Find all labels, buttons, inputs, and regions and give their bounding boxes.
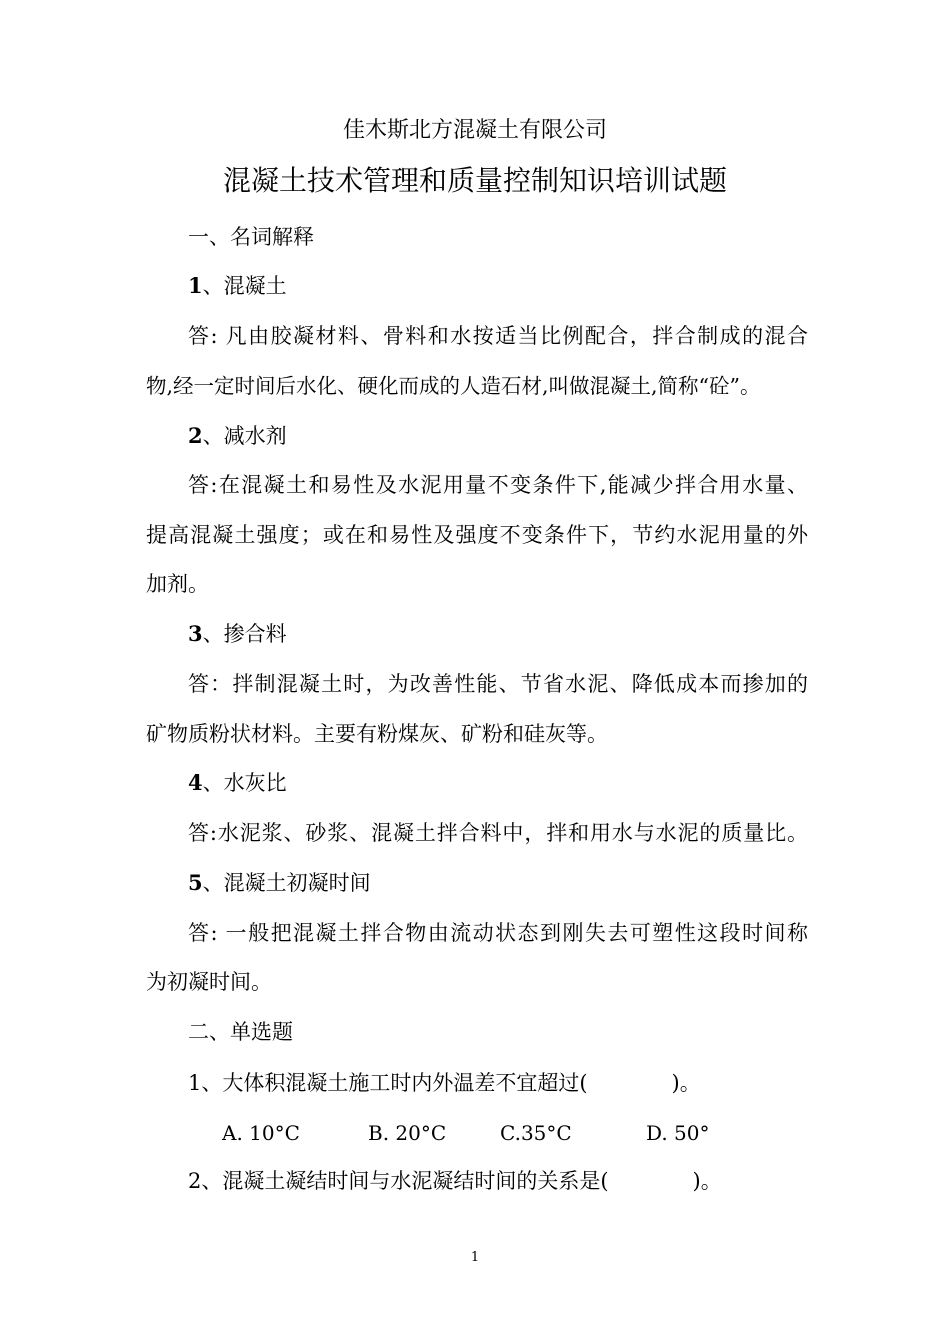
term-heading <box>188 271 287 301</box>
page-number: 1 <box>470 1250 480 1265</box>
answer-line: 答: 一般把混凝土拌合物由流动状态到刚失去可塑性这段时间称 <box>188 921 808 945</box>
answer-options <box>222 1118 742 1148</box>
answer-line: 矿物质粉状材料。主要有粉煤灰、矿粉和硅灰等。 <box>146 722 608 746</box>
answer-line: 物,经一定时间后水化、硬化而成的人造石材,叫做混凝土,简称“砼”。 <box>146 374 761 398</box>
answer-line: 提高混凝土强度；或在和易性及强度不变条件下，节约水泥用量的外 <box>146 523 808 547</box>
answer-line: 加剂。 <box>146 572 209 596</box>
term-label: 、水灰比 <box>202 771 287 795</box>
document-title: 混凝土技术管理和质量控制知识培训试题 <box>222 164 727 197</box>
term-heading <box>188 619 287 649</box>
term-number: 1 <box>188 273 203 298</box>
section-heading-definitions: 一、名词解释 <box>188 225 314 249</box>
company-name: 佳木斯北方混凝土有限公司 <box>342 118 607 143</box>
answer-line: 答: 凡由胶凝材料、骨料和水按适当比例配合，拌合制成的混合 <box>188 324 808 348</box>
term-number: 4 <box>188 770 203 795</box>
term-number: 3 <box>188 621 203 646</box>
option-a: A. 10°C <box>222 1121 300 1145</box>
section-heading-single-choice: 二、单选题 <box>188 1020 293 1044</box>
term-label: 、减水剂 <box>202 424 287 448</box>
answer-line: 答:在混凝土和易性及水泥用量不变条件下,能减少拌合用水量、 <box>188 473 808 497</box>
question-text: 1、大体积混凝土施工时内外温差不宜超过( )。 <box>188 1071 701 1095</box>
question-text: 2、混凝土凝结时间与水泥凝结时间的关系是( )。 <box>188 1169 722 1193</box>
answer-line: 答：拌制混凝土时，为改善性能、节省水泥、降低成本而掺加的 <box>188 672 808 696</box>
term-heading <box>188 868 371 898</box>
option-c: C.35°C <box>500 1121 572 1145</box>
term-label: 、混凝土 <box>202 274 287 298</box>
term-number: 5 <box>188 870 203 895</box>
term-label: 、混凝土初凝时间 <box>202 871 371 895</box>
option-b: B. 20°C <box>368 1121 447 1145</box>
term-number: 2 <box>188 423 203 448</box>
term-heading <box>188 768 287 798</box>
answer-line: 为初凝时间。 <box>146 970 272 994</box>
option-d: D. 50° <box>646 1121 710 1145</box>
term-label: 、掺合料 <box>202 622 287 646</box>
term-heading <box>188 421 287 451</box>
answer-line: 答:水泥浆、砂浆、混凝土拌合料中，拌和用水与水泥的质量比。 <box>188 821 808 845</box>
